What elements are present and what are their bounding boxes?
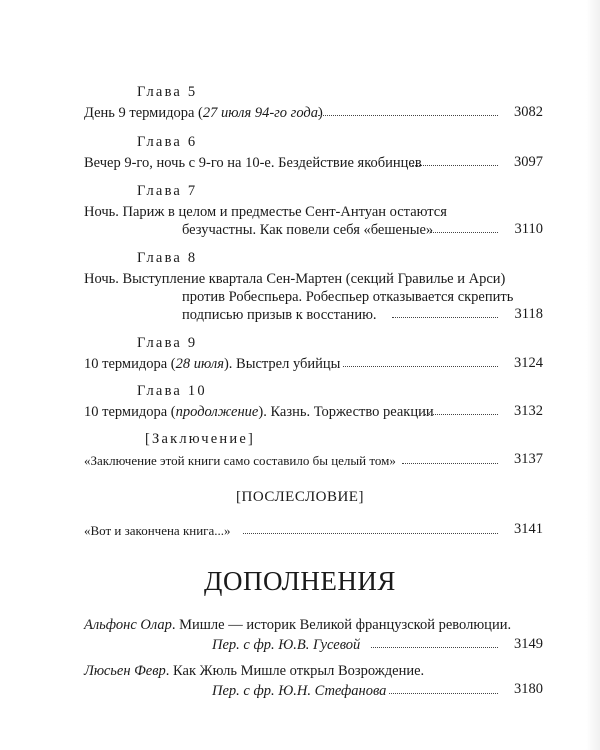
chapter-label: Глава 5 [137,84,198,100]
page-number: 3118 [514,306,543,322]
toc-entry-title: 10 термидора (28 июля). Выстрел убийцы [84,356,341,372]
page-number: 3110 [514,221,543,237]
page-number: 3097 [514,154,543,170]
conclusion-label: [Заключение] [145,431,256,447]
toc-entry-title-cont: безучастны. Как повели себя «бешеные» [182,222,434,238]
scan-edge-shadow [586,0,600,750]
page-number: 3137 [514,451,543,467]
chapter-label: Глава 6 [137,134,198,150]
chapter-label: Глава 7 [137,183,198,199]
page-number: 3180 [514,681,543,697]
toc-entry-title-cont: подписью призыв к восстанию. [182,307,377,323]
supplement-translator: Пер. с фр. Ю.В. Гусевой [212,637,361,653]
dot-leader [243,533,498,534]
dot-leader [343,366,498,367]
toc-entry-title: «Заключение этой книги само составило бы целый том» [84,453,396,468]
page-number: 3132 [514,403,543,419]
supplement-entry-title: Альфонс Олар. Мишле — историк Великой французской революции. [84,617,512,633]
page-number: 3082 [514,104,543,120]
afterword-entry-title: «Вот и закончена книга...» [84,523,231,538]
toc-entry-title: Ночь. Париж в целом и предместье Сент-Антуан остаются [84,204,447,220]
dot-leader [318,115,498,116]
page-number: 3124 [514,355,543,371]
supplement-translator: Пер. с фр. Ю.Н. Стефанова [212,683,387,699]
dot-leader [389,693,498,694]
afterword-heading: [ПОСЛЕСЛОВИЕ] [236,489,364,505]
toc-entry-title-cont: против Робеспьера. Робеспьер отказывается скрепить [182,289,514,305]
supplement-entry-title: Люсьен Февр. Как Жюль Мишле открыл Возрождение. [84,663,425,679]
supplements-heading: ДОПОЛНЕНИЯ [204,566,396,596]
toc-entry-title: Ночь. Выступление квартала Сен-Мартен (секций Гравилье и Арси) [84,271,506,287]
page-number: 3141 [514,521,543,537]
dot-leader [371,647,498,648]
toc-entry-title: День 9 термидора (27 июля 94-го года) [84,105,323,121]
chapter-label: Глава 8 [137,250,198,266]
supplement-author: Альфонс Олар [84,617,172,633]
chapter-label: Глава 10 [137,383,207,399]
page-number: 3149 [514,636,543,652]
supplement-author: Люсьен Февр [84,663,166,679]
toc-entry-title: Вечер 9-го, ночь с 9-го на 10-е. Бездействие якобинцев [84,155,422,171]
toc-entry-title: 10 термидора (продолжение). Казнь. Торжество реакции [84,404,434,420]
chapter-label: Глава 9 [137,335,198,351]
